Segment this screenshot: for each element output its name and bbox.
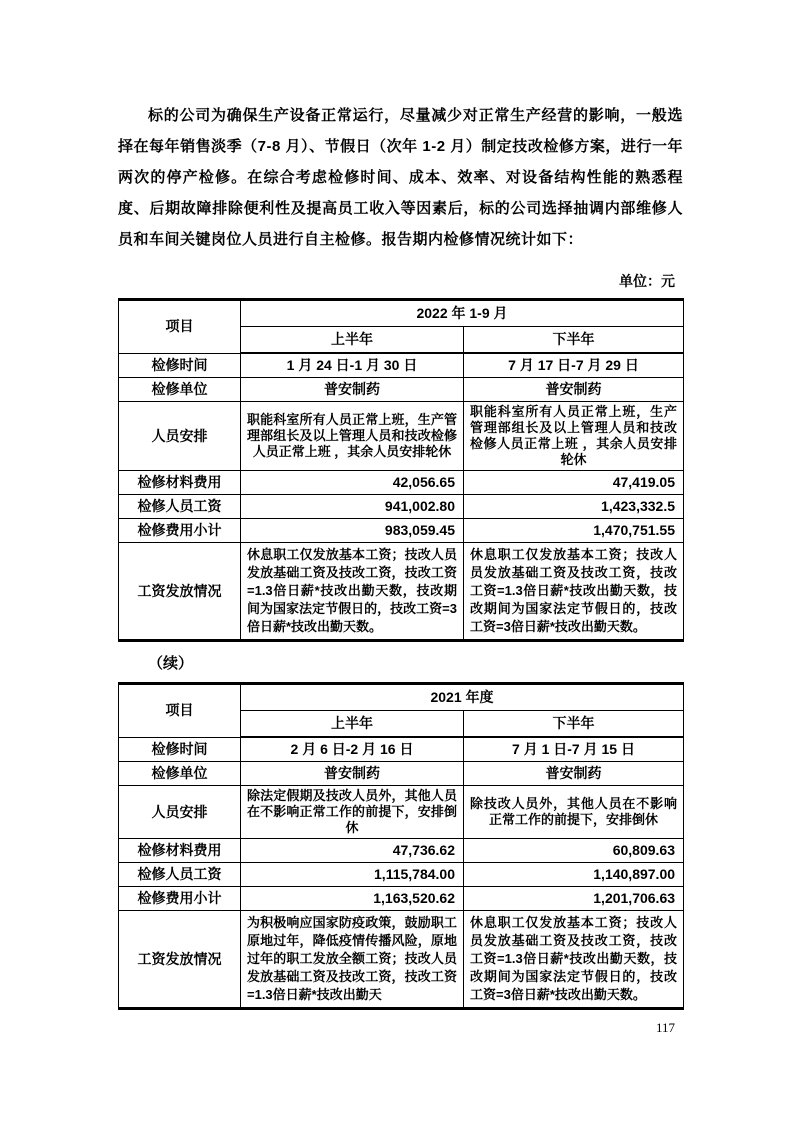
- row-label: 人员安排: [119, 786, 241, 839]
- table-row: [119, 737, 684, 762]
- row-label: 检修单位: [119, 762, 241, 786]
- first-half-header: 上半年: [241, 327, 464, 354]
- unit-label: 单位：元: [619, 273, 675, 289]
- second-half-value: 1,201,706.63: [464, 887, 684, 911]
- second-half-value: 职能科室所有人员正常上班，生产管理部组长及以上管理人员和技改检修人员正常上班 ，其余人员安排轮休: [464, 402, 684, 471]
- first-half-value: 1,163,520.62: [241, 887, 464, 911]
- table-row: [119, 471, 684, 495]
- first-half-value: 2 月 6 日-2 月 16 日: [241, 737, 464, 762]
- table-row: [119, 543, 684, 641]
- page-content: [118, 0, 683, 1036]
- table-row: [119, 353, 684, 378]
- item-column-header: 项目: [119, 300, 241, 354]
- row-label: 工资发放情况: [119, 911, 241, 1009]
- second-half-value: 1,140,897.00: [464, 863, 684, 887]
- first-half-value: 941,002.80: [241, 495, 464, 519]
- table-row: [119, 378, 684, 402]
- first-half-value: 为积极响应国家防疫政策，鼓励职工原地过年，降低疫情传播风险，原地过年的职工发放全额工资；技改人员发放基础工资及技改工资，技改工资=1.3倍日薪*技改出勤天: [241, 911, 464, 1009]
- second-half-value: 47,419.05: [464, 471, 684, 495]
- second-half-header: 下半年: [464, 711, 684, 738]
- row-label: 检修时间: [119, 353, 241, 378]
- second-half-value: 7 月 1 日-7 月 15 日: [464, 737, 684, 762]
- second-half-header: 下半年: [464, 327, 684, 354]
- row-label: 工资发放情况: [119, 543, 241, 641]
- item-column-header: 项目: [119, 684, 241, 738]
- table-row: [119, 786, 684, 839]
- row-label: 检修费用小计: [119, 519, 241, 543]
- first-half-value: 普安制药: [241, 378, 464, 402]
- table-row: [119, 863, 684, 887]
- maintenance-table-2022: [118, 298, 684, 642]
- first-half-value: 983,059.45: [241, 519, 464, 543]
- table-row: [119, 911, 684, 1009]
- period-header: 2022 年 1-9 月: [241, 300, 684, 327]
- first-half-value: 1 月 24 日-1 月 30 日: [241, 353, 464, 378]
- second-half-value: 普安制药: [464, 378, 684, 402]
- row-label: 检修人员工资: [119, 495, 241, 519]
- maintenance-table-2021: [118, 682, 684, 1010]
- second-half-value: 1,423,332.5: [464, 495, 684, 519]
- first-half-value: 普安制药: [241, 762, 464, 786]
- table-row: [119, 519, 684, 543]
- continued-label: （续）: [148, 655, 194, 672]
- second-half-value: 7 月 17 日-7 月 29 日: [464, 353, 684, 378]
- first-half-header: 上半年: [241, 711, 464, 738]
- table-row: [119, 402, 684, 471]
- first-half-value: 除法定假期及技改人员外，其他人员在不影响正常工作的前提下，安排倒休: [241, 786, 464, 839]
- table-row: [119, 762, 684, 786]
- first-half-value: 休息职工仅发放基本工资；技改人员发放基础工资及技改工资，技改工资=1.3倍日薪*技改出勤天数，技改期间为国家法定节假日的，技改工资=3倍日薪*技改出勤天数。: [241, 543, 464, 641]
- table-row: [119, 839, 684, 863]
- second-half-value: 除技改人员外，其他人员在不影响正常工作的前提下，安排倒休: [464, 786, 684, 839]
- first-half-value: 职能科室所有人员正常上班，生产管理部组长及以上管理人员和技改检修人员正常上班 ，其余人员安排轮休: [241, 402, 464, 471]
- row-label: 检修人员工资: [119, 863, 241, 887]
- period-header: 2021 年度: [241, 684, 684, 711]
- row-label: 检修时间: [119, 737, 241, 762]
- second-half-value: 60,809.63: [464, 839, 684, 863]
- body-paragraph: 标的公司为确保生产设备正常运行，尽量减少对正常生产经营的影响，一般选择在每年销售淡季（7-8 月）、节假日（次年 1-2 月）制定技改检修方案，进行一年两次的停产检修。在综合考虑检修时间、成本、效率、对设备结构性能的熟悉程度、后期故障排除便利性及提高员工收入等因素后，标的公司选择抽调内部维修人员和车间关键岗位人员进行自主检修。报告期内检修情况统计如下：: [118, 107, 683, 248]
- second-half-value: 休息职工仅发放基本工资；技改人员发放基础工资及技改工资，技改工资=1.3倍日薪*技改出勤天数，技改期间为国家法定节假日的，技改工资=3倍日薪*技改出勤天数。: [464, 911, 684, 1009]
- first-half-value: 1,115,784.00: [241, 863, 464, 887]
- row-label: 人员安排: [119, 402, 241, 471]
- row-label: 检修费用小计: [119, 887, 241, 911]
- first-half-value: 42,056.65: [241, 471, 464, 495]
- row-label: 检修材料费用: [119, 839, 241, 863]
- second-half-value: 1,470,751.55: [464, 519, 684, 543]
- row-label: 检修材料费用: [119, 471, 241, 495]
- row-label: 检修单位: [119, 378, 241, 402]
- table-row: [119, 887, 684, 911]
- second-half-value: 休息职工仅发放基本工资；技改人员发放基础工资及技改工资，技改工资=1.3倍日薪*技改出勤天数，技改期间为国家法定节假日的，技改工资=3倍日薪*技改出勤天数。: [464, 543, 684, 641]
- table-header-row: [119, 684, 684, 711]
- second-half-value: 普安制药: [464, 762, 684, 786]
- page-number: 117: [655, 1020, 675, 1035]
- table-header-row: [119, 300, 684, 327]
- first-half-value: 47,736.62: [241, 839, 464, 863]
- table-row: [119, 495, 684, 519]
